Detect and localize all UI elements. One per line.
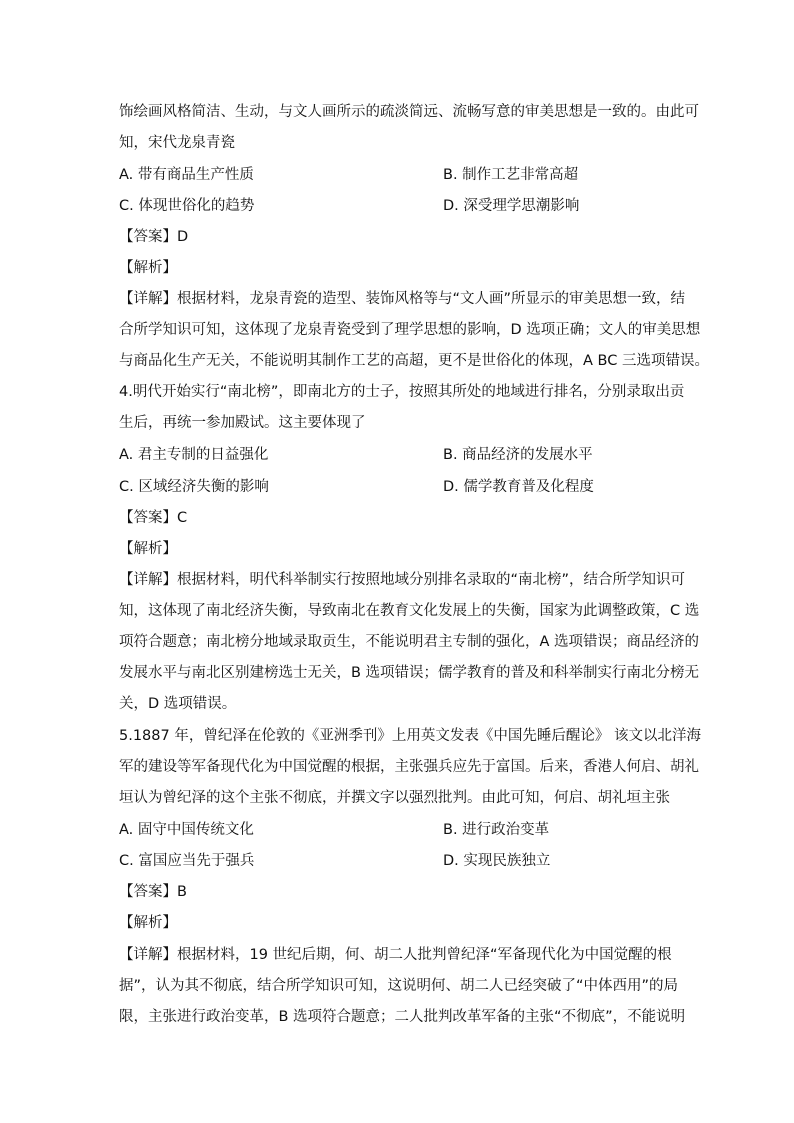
q4-option-d: D. 儒学教育普及化程度: [443, 479, 594, 495]
q5-detail-line: 限，主张进行政治变革，B 选项符合题意；二人批判改革军备的主张“不彻底”，不能说明: [119, 1009, 686, 1025]
q3-stem-line: 知，宋代龙泉青瓷: [119, 135, 235, 151]
q4-detail-line: 项符合题意；南北榜分地域录取贡生，不能说明君主专制的强化，A 选项错误；商品经济的: [119, 634, 700, 650]
q5-option-c: C. 富国应当先于强兵: [119, 853, 255, 869]
q3-analysis-label: 【解析】: [119, 260, 177, 276]
q3-stem-line: 饰绘画风格简洁、生动，与文人画所示的疏淡简远、流畅写意的审美思想是一致的。由此可: [119, 104, 699, 120]
q5-option-d: D. 实现民族独立: [443, 853, 551, 869]
q4-analysis-label: 【解析】: [119, 541, 177, 557]
q5-stem-line: 5.1887 年，曾纪泽在伦敦的《亚洲季刊》上用英文发表《中国先睡后醒论》 该文以北洋海: [119, 728, 701, 744]
q3-detail-line: 【详解】根据材料，龙泉青瓷的造型、装饰风格等与“文人画”所显示的审美思想一致，结: [119, 291, 686, 307]
q5-detail-line: 据”，认为其不彻底，结合所学知识可知，这说明何、胡二人已经突破了“中体西用”的局: [119, 978, 679, 994]
q4-detail-line: 发展水平与南北区别建榜选士无关，B 选项错误；儒学教育的普及和科举制实行南北分榜无: [119, 665, 700, 681]
q3-option-b: B. 制作工艺非常高超: [443, 167, 579, 183]
q5-analysis-label: 【解析】: [119, 915, 177, 931]
q3-detail-line: 与商品化生产无关，不能说明其制作工艺的高超，更不是世俗化的体现，A BC 三选项错误。: [119, 353, 709, 369]
q5-stem-line: 军的建设等军备现代化为中国觉醒的根据，主张强兵应先于富国。后来，香港人何启、胡礼: [119, 759, 699, 775]
q4-stem-line: 4.明代开始实行“南北榜”，即南北方的士子，按照其所处的地域进行排名，分别录取出贡: [119, 384, 685, 400]
q5-option-b: B. 进行政治变革: [443, 822, 550, 838]
q4-option-c: C. 区域经济失衡的影响: [119, 479, 269, 495]
q3-detail-line: 合所学知识可知，这体现了龙泉青瓷受到了理学思想的影响，D 选项正确；文人的审美思想: [119, 322, 701, 338]
q4-detail-line: 【详解】根据材料，明代科举制实行按照地域分别排名录取的“南北榜”，结合所学知识可: [119, 572, 686, 588]
q4-option-a: A. 君主专制的日益强化: [119, 447, 269, 463]
q4-answer: 【答案】C: [119, 510, 188, 526]
q4-detail-line: 知，这体现了南北经济失衡，导致南北在教育文化发展上的失衡，国家为此调整政策，C 选: [119, 603, 700, 619]
q5-detail-line: 【详解】根据材料，19 世纪后期，何、胡二人批判曾纪泽“军备现代化为中国觉醒的根: [119, 947, 672, 963]
q3-answer: 【答案】D: [119, 229, 189, 245]
q4-detail-line: 关，D 选项错误。: [119, 696, 237, 712]
q5-answer: 【答案】B: [119, 884, 187, 900]
q3-option-c: C. 体现世俗化的趋势: [119, 198, 255, 214]
q3-option-a: A. 带有商品生产性质: [119, 167, 254, 183]
q3-option-d: D. 深受理学思潮影响: [443, 198, 580, 214]
q4-option-b: B. 商品经济的发展水平: [443, 447, 593, 463]
q5-option-a: A. 固守中国传统文化: [119, 822, 254, 838]
q5-stem-line: 垣认为曾纪泽的这个主张不彻底，并撰文字以强烈批判。由此可知，何启、胡礼垣主张: [119, 790, 670, 806]
q4-stem-line: 生后，再统一参加殿试。这主要体现了: [119, 415, 366, 431]
